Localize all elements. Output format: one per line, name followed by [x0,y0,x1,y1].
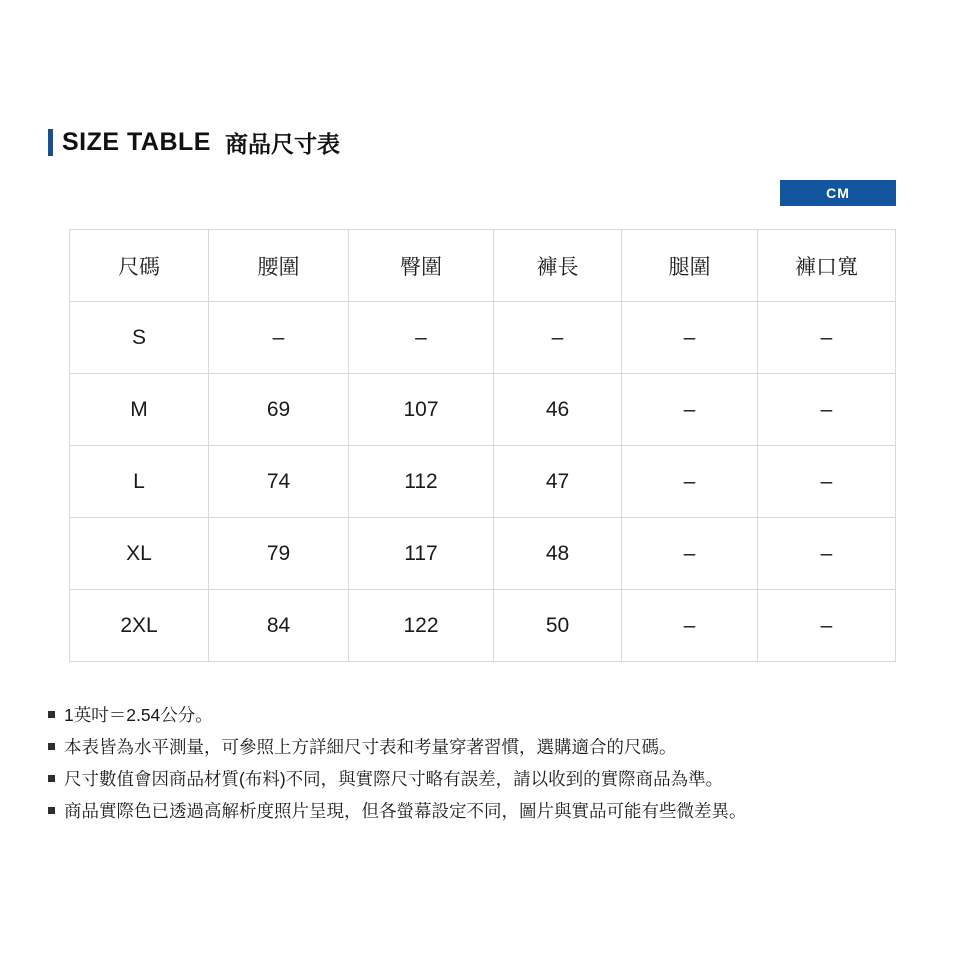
table-cell: 84 [209,590,349,662]
page-title [48,126,340,159]
table-cell: 47 [494,446,622,518]
square-bullet-icon [48,743,55,750]
table-cell: – [494,302,622,374]
table-cell: 69 [209,374,349,446]
note-text: 1英吋＝2.54公分。 [64,705,213,725]
table-cell: – [758,518,896,590]
table-cell: – [622,590,758,662]
note-text: 本表皆為水平測量，可參照上方詳細尺寸表和考量穿著習慣，選購適合的尺碼。 [64,737,677,757]
table-cell: 107 [349,374,494,446]
list-item [48,764,928,794]
unit-badge: CM [780,180,896,206]
square-bullet-icon [48,711,55,718]
table-cell: – [758,590,896,662]
table-cell: 74 [209,446,349,518]
title-chinese: 商品尺寸表 [224,131,340,157]
table-header-row [70,230,896,302]
table-row [70,374,896,446]
column-header: 腿圍 [622,230,758,302]
table-cell: – [622,446,758,518]
table-cell: L [70,446,209,518]
table-cell: – [758,302,896,374]
table-cell: – [758,374,896,446]
table-cell: S [70,302,209,374]
title-english: SIZE TABLE [62,128,211,156]
table-cell: 46 [494,374,622,446]
column-header: 腰圍 [209,230,349,302]
table-cell: – [758,446,896,518]
column-header: 尺碼 [70,230,209,302]
table-cell: 112 [349,446,494,518]
table-row [70,446,896,518]
table-row [70,518,896,590]
notes-list [48,700,928,828]
table-cell: M [70,374,209,446]
table-cell: – [349,302,494,374]
table-cell: 122 [349,590,494,662]
column-header: 褲口寬 [758,230,896,302]
list-item [48,700,928,730]
table-cell: – [622,374,758,446]
table-cell: XL [70,518,209,590]
list-item [48,732,928,762]
note-text: 商品實際色已透過高解析度照片呈現，但各螢幕設定不同，圖片與實品可能有些微差異。 [64,801,747,821]
column-header: 臀圍 [349,230,494,302]
note-text: 尺寸數值會因商品材質(布料)不同，與實際尺寸略有誤差，請以收到的實際商品為準。 [64,769,724,789]
table-row [70,590,896,662]
table-cell: 50 [494,590,622,662]
square-bullet-icon [48,807,55,814]
square-bullet-icon [48,775,55,782]
table-cell: 48 [494,518,622,590]
table-row [70,302,896,374]
title-accent-bar [48,129,53,156]
table-cell: – [209,302,349,374]
table-cell: 2XL [70,590,209,662]
table-cell: – [622,518,758,590]
table-cell: – [622,302,758,374]
size-table [69,229,896,662]
table-cell: 117 [349,518,494,590]
column-header: 褲長 [494,230,622,302]
table-cell: 79 [209,518,349,590]
list-item [48,796,928,826]
